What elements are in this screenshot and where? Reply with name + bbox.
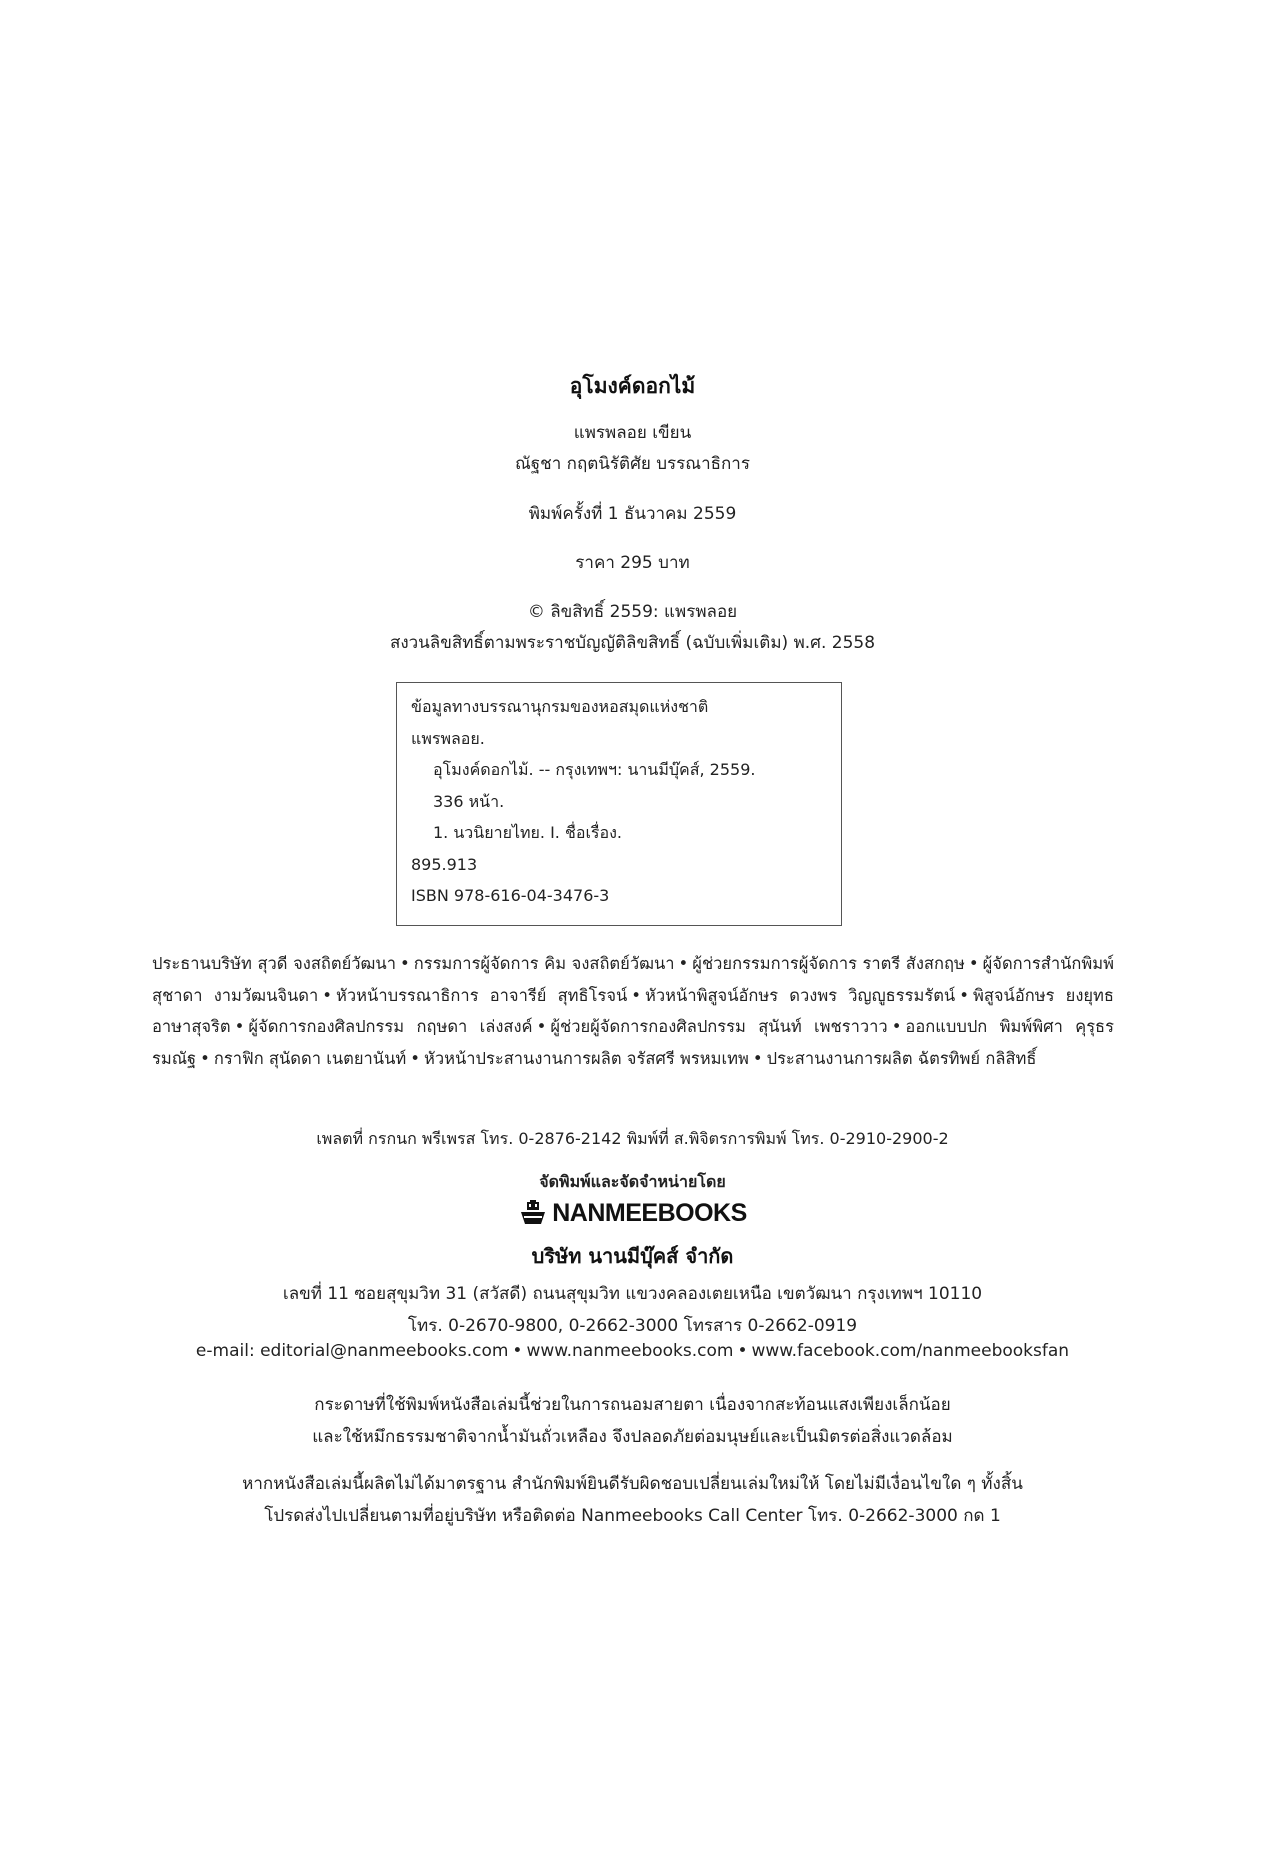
price-line: ราคา 295 บาท [575,553,690,573]
separator: • [891,1017,902,1036]
cip-title-entry: อุโมงค์ดอกไม้. -- กรุงเทพฯ: นานมีบุ๊คส์, 2559. [433,760,756,779]
logo-wordmark: NANMEEBOOKS [552,1198,747,1227]
staff-entry: ประธานบริษัท สุวดี จงสถิตย์วัฒนา [152,954,396,973]
separator: • [322,985,333,1005]
staff-entry: กรรมการผู้จัดการ คิม จงสถิตย์วัฒนา [413,954,675,973]
plates-printer-line: เพลตที่ กรกนก พรีเพรส โทร. 0-2876-2142 พิมพ์ที่ ส.พิจิตรการพิมพ์ โทร. 0-2910-2900-2 [316,1129,949,1148]
staff-entry: หัวหน้าประสานงานการผลิต จรัสศรี พรหมเทพ [423,1048,749,1068]
staff-entry: หัวหน้าพิสูจน์อักษร ดวงพร วิญญูธรรมรัตน์ [645,985,956,1005]
book-title: อุโมงค์ดอกไม้ [569,374,696,398]
cip-isbn: ISBN 978-616-04-3476-3 [411,886,610,905]
email-text: e-mail: editorial@nanmeebooks.com [195,1341,509,1361]
author-line: แพรพลอย เขียน [573,423,692,443]
separator: • [737,1341,748,1361]
staff-entry: ผู้ช่วยผู้จัดการกองศิลปกรรม สุนันท์ เพชราวาว [550,1017,888,1036]
address-block [0,1278,1265,1342]
paper-note-line: และใช้หมึกธรรมชาติจากน้ำมันถั่วเหลือง จึงปลอดภัยต่อมนุษย์และเป็นมิตรต่อสิ่งแวดล้อม [312,1427,953,1447]
staff-entry: หัวหน้าบรรณาธิการ อาจารีย์ สุทธิโรจน์ [336,985,628,1005]
paper-note-line: กระดาษที่ใช้พิมพ์หนังสือเล่มนี้ช่วยในการถนอมสายตา เนื่องจากสะท้อนแสงเพียงเล็กน้อย [314,1395,951,1415]
staff-entry: ผู้จัดการสำนักพิมพ์ สุชาดา งามวัฒนจินดา [152,954,1115,1005]
separator: • [410,1048,420,1068]
separator: • [631,985,642,1005]
cip-classification: 895.913 [411,854,478,874]
defect-note [0,1468,1265,1532]
website-text: www.nanmeebooks.com [526,1341,734,1361]
staff-entry: ออกแบบปก พิมพ์พิศา คุรุธรรมณัฐ [152,1017,1114,1068]
separator: • [678,954,689,973]
copyright-block [0,597,1265,659]
staff-entry: ประสานงานการผลิต ฉัตรทิพย์ กลิสิทธิ์ [766,1048,1037,1068]
printing-line: พิมพ์ครั้งที่ 1 ธันวาคม 2559 [528,504,737,524]
ship-icon [518,1198,548,1228]
staff-entry: ผู้ช่วยกรรมการผู้จัดการ ราตรี สังสกฤษ [692,954,965,973]
address-line: เลขที่ 11 ซอยสุขุมวิท 31 (สวัสดี) ถนนสุขุมวิท แขวงคลองเตยเหนือ เขตวัฒนา กรุงเทพฯ 10110 [282,1284,983,1304]
cip-subject: 1. นวนิยายไทย. I. ชื่อเรื่อง. [433,823,623,842]
staff-entry: ผู้จัดการกองศิลปกรรม กฤษดา เล่งสงค์ [248,1017,533,1036]
cip-heading: ข้อมูลทางบรรณานุกรมของหอสมุดแห่งชาติ [411,697,709,716]
copyright-line: © ลิขสิทธิ์ 2559: แพรพลอย [527,602,738,622]
separator: • [234,1017,245,1036]
separator: • [968,954,979,973]
staff-entry: กราฟิก สุนัดดา เนตยานันท์ [213,1048,407,1068]
staff-entry: พิสูจน์อักษร ยงยุทธ อาษาสุจริต [152,985,1115,1036]
phone-line: โทร. 0-2670-9800, 0-2662-3000 โทรสาร 0-2662-0919 [407,1316,858,1336]
credits-block [0,418,1265,480]
editor-line: ณัฐชา กฤตนิรัติศัย บรรณาธิการ [515,454,750,474]
cip-box [396,682,842,926]
separator: • [959,985,969,1005]
defect-note-line: หากหนังสือเล่มนี้ผลิตไม่ได้มาตรฐาน สำนักพิมพ์ยินดีรับผิดชอบเปลี่ยนเล่มใหม่ให้ โดยไม่มีเงื่อนไขใด ๆ ทั้งสิ้น [242,1474,1023,1494]
staff-credits [152,948,1114,1074]
distributed-by-label: จัดพิมพ์และจัดจำหน่ายโดย [539,1172,726,1191]
defect-note-line: โปรดส่งไปเปลี่ยนตามที่อยู่บริษัท หรือติดต่อ Nanmeebooks Call Center โทร. 0-2662-3000 กด 1 [264,1506,1001,1526]
separator: • [536,1017,547,1036]
separator: • [752,1048,763,1068]
company-name: บริษัท นานมีบุ๊คส์ จำกัด [531,1244,734,1268]
cip-pages: 336 หน้า. [433,791,505,811]
cip-author: แพรพลอย. [411,728,485,748]
separator: • [512,1341,523,1361]
facebook-text: www.facebook.com/nanmeebooksfan [751,1341,1070,1361]
publisher-logo [0,1198,1265,1232]
separator: • [399,954,410,973]
rights-line: สงวนลิขสิทธิ์ตามพระราชบัญญัติลิขสิทธิ์ (ฉบับเพิ่มเติม) พ.ศ. 2558 [389,633,876,653]
contact-line [0,1341,1265,1361]
separator: • [200,1048,210,1068]
paper-note [0,1389,1265,1453]
